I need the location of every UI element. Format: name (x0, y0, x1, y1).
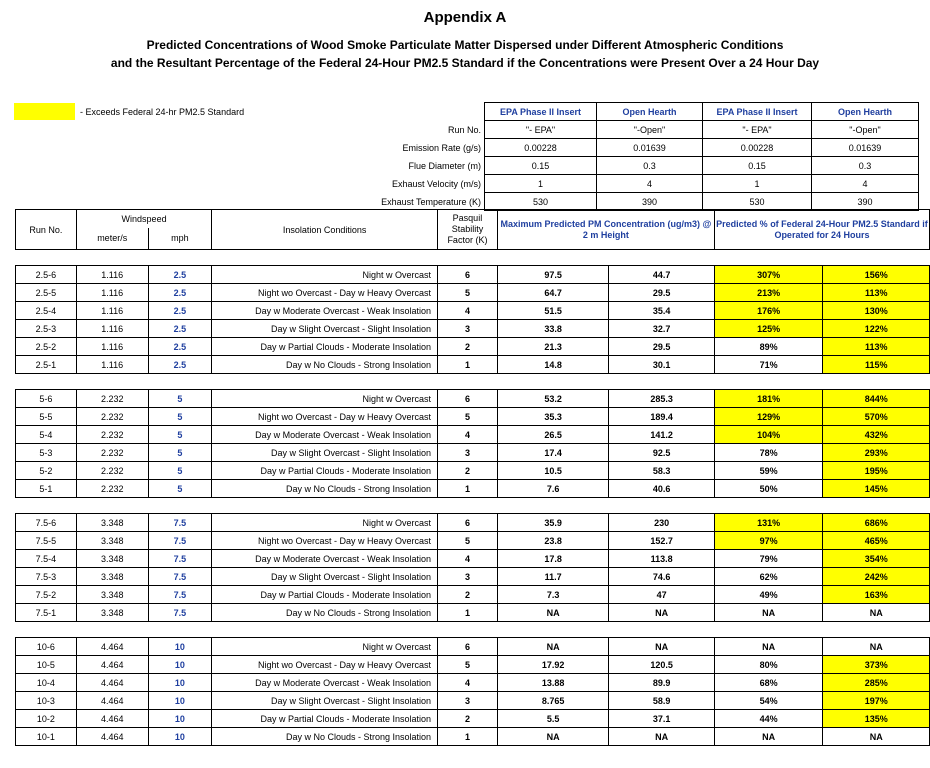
windspeed-mph-cell: 2.5 (148, 320, 212, 338)
windspeed-mph-cell: 5 (148, 426, 212, 444)
stability-factor-cell: 2 (438, 586, 498, 604)
concentration-open-cell: NA (609, 638, 715, 656)
table-row (16, 532, 930, 550)
param-label-emission-rate: Emission Rate (g/s) (402, 143, 481, 153)
concentration-epa-cell: 7.3 (497, 586, 609, 604)
concentration-open-cell: NA (609, 604, 715, 622)
stability-factor-cell: 4 (438, 550, 498, 568)
run-no-cell: 7.5-6 (16, 514, 77, 532)
percent-epa-cell: 307% (714, 266, 822, 284)
insolation-cell: Day w Partial Clouds - Moderate Insolation (212, 710, 438, 728)
run-no-cell: 10-6 (16, 638, 77, 656)
windspeed-ms-cell: 4.464 (76, 710, 148, 728)
percent-open-cell: 285% (823, 674, 930, 692)
windspeed-mph-cell: 10 (148, 656, 212, 674)
table-row (16, 444, 930, 462)
windspeed-ms-cell: 1.116 (76, 266, 148, 284)
run-no-cell: 5-5 (16, 408, 77, 426)
windspeed-ms-cell: 1.116 (76, 356, 148, 374)
windspeed-ms-cell: 2.232 (76, 426, 148, 444)
run-no-cell: 2.5-2 (16, 338, 77, 356)
concentration-epa-cell: 7.6 (497, 480, 609, 498)
percent-open-cell: NA (823, 638, 930, 656)
percent-open-cell: 465% (823, 532, 930, 550)
concentration-epa-cell: 23.8 (497, 532, 609, 550)
percent-epa-cell: 104% (714, 426, 822, 444)
table-row (16, 728, 930, 746)
windspeed-ms-cell: 2.232 (76, 480, 148, 498)
stability-factor-cell: 1 (438, 604, 498, 622)
group-spacer (16, 374, 930, 390)
run-no-cell: 7.5-3 (16, 568, 77, 586)
run-no-cell: 7.5-4 (16, 550, 77, 568)
param-label-run-no: Run No. (447, 125, 481, 135)
percent-epa-cell: 131% (714, 514, 822, 532)
param-cell: 0.3 (597, 157, 703, 175)
concentration-open-cell: 35.4 (609, 302, 715, 320)
windspeed-mph-cell: 10 (148, 638, 212, 656)
stability-factor-cell: 5 (438, 284, 498, 302)
concentration-open-cell: 58.9 (609, 692, 715, 710)
windspeed-ms-cell: 1.116 (76, 284, 148, 302)
stability-factor-cell: 2 (438, 338, 498, 356)
table-row (16, 586, 930, 604)
stability-factor-cell: 4 (438, 426, 498, 444)
insolation-cell: Day w Moderate Overcast - Weak Insolation (212, 302, 438, 320)
stability-factor-cell: 5 (438, 408, 498, 426)
param-header-epa-1: EPA Phase II Insert (485, 103, 597, 121)
stability-factor-cell: 6 (438, 390, 498, 408)
windspeed-ms-cell: 4.464 (76, 656, 148, 674)
percent-open-cell: 163% (823, 586, 930, 604)
windspeed-ms-cell: 3.348 (76, 550, 148, 568)
percent-epa-cell: 54% (714, 692, 822, 710)
group-spacer (16, 498, 930, 514)
insolation-cell: Day w Moderate Overcast - Weak Insolation (212, 674, 438, 692)
params-table (484, 102, 919, 211)
percent-epa-cell: 68% (714, 674, 822, 692)
stability-factor-cell: 5 (438, 532, 498, 550)
concentration-epa-cell: 64.7 (497, 284, 609, 302)
table-row (16, 356, 930, 374)
param-cell: 0.15 (485, 157, 597, 175)
stability-factor-cell: 1 (438, 728, 498, 746)
percent-epa-cell: 59% (714, 462, 822, 480)
insolation-cell: Day w Slight Overcast - Slight Insolation (212, 320, 438, 338)
param-cell: 1 (485, 175, 597, 193)
insolation-cell: Day w No Clouds - Strong Insolation (212, 356, 438, 374)
concentration-epa-cell: 33.8 (497, 320, 609, 338)
concentration-epa-cell: 35.3 (497, 408, 609, 426)
table-row (16, 408, 930, 426)
percent-open-cell: NA (823, 604, 930, 622)
windspeed-ms-cell: 2.232 (76, 462, 148, 480)
concentration-epa-cell: 26.5 (497, 426, 609, 444)
insolation-cell: Night w Overcast (212, 514, 438, 532)
percent-epa-cell: 176% (714, 302, 822, 320)
concentration-epa-cell: 17.8 (497, 550, 609, 568)
param-header-open-2: Open Hearth (812, 103, 919, 121)
windspeed-ms-cell: 3.348 (76, 514, 148, 532)
windspeed-mph-cell: 10 (148, 674, 212, 692)
stability-factor-cell: 6 (438, 514, 498, 532)
table-row (16, 390, 930, 408)
percent-open-cell: 197% (823, 692, 930, 710)
table-row (16, 320, 930, 338)
param-label-exhaust-temperature: Exhaust Temperature (K) (381, 197, 481, 207)
param-header-epa-2: EPA Phase II Insert (703, 103, 812, 121)
insolation-cell: Night w Overcast (212, 390, 438, 408)
percent-epa-cell: NA (714, 638, 822, 656)
percent-open-cell: 115% (823, 356, 930, 374)
param-cell: 0.3 (812, 157, 919, 175)
run-no-cell: 7.5-2 (16, 586, 77, 604)
windspeed-ms-cell: 1.116 (76, 320, 148, 338)
table-row (16, 462, 930, 480)
concentration-epa-cell: 21.3 (497, 338, 609, 356)
windspeed-mph-cell: 2.5 (148, 266, 212, 284)
percent-open-cell: 293% (823, 444, 930, 462)
concentration-open-cell: 89.9 (609, 674, 715, 692)
percent-epa-cell: 97% (714, 532, 822, 550)
concentration-open-cell: NA (609, 728, 715, 746)
percent-open-cell: 844% (823, 390, 930, 408)
stability-factor-cell: 5 (438, 656, 498, 674)
run-no-cell: 10-4 (16, 674, 77, 692)
windspeed-mph-cell: 10 (148, 710, 212, 728)
percent-open-cell: 570% (823, 408, 930, 426)
concentration-epa-cell: 5.5 (497, 710, 609, 728)
run-no-cell: 2.5-4 (16, 302, 77, 320)
param-cell: 4 (597, 175, 703, 193)
windspeed-mph-cell: 2.5 (148, 338, 212, 356)
param-cell: 0.01639 (812, 139, 919, 157)
windspeed-ms-cell: 3.348 (76, 586, 148, 604)
run-no-cell: 2.5-3 (16, 320, 77, 338)
percent-epa-cell: NA (714, 728, 822, 746)
windspeed-mph-cell: 5 (148, 462, 212, 480)
stability-factor-cell: 1 (438, 356, 498, 374)
windspeed-mph-cell: 7.5 (148, 532, 212, 550)
param-header-open-1: Open Hearth (597, 103, 703, 121)
header-mph: mph (148, 228, 212, 250)
concentration-open-cell: 29.5 (609, 338, 715, 356)
table-row (16, 266, 930, 284)
param-cell: 390 (812, 193, 919, 211)
table-row (16, 674, 930, 692)
insolation-cell: Day w Partial Clouds - Moderate Insolation (212, 338, 438, 356)
table-row (16, 568, 930, 586)
stability-factor-cell: 2 (438, 710, 498, 728)
results-table (15, 209, 930, 746)
windspeed-mph-cell: 7.5 (148, 604, 212, 622)
insolation-cell: Day w Slight Overcast - Slight Insolation (212, 692, 438, 710)
windspeed-mph-cell: 5 (148, 408, 212, 426)
concentration-epa-cell: 11.7 (497, 568, 609, 586)
run-no-cell: 10-1 (16, 728, 77, 746)
stability-factor-cell: 4 (438, 674, 498, 692)
percent-epa-cell: 78% (714, 444, 822, 462)
windspeed-ms-cell: 2.232 (76, 390, 148, 408)
insolation-cell: Day w Partial Clouds - Moderate Insolation (212, 462, 438, 480)
header-ms: meter/s (76, 228, 148, 250)
insolation-cell: Day w Slight Overcast - Slight Insolation (212, 444, 438, 462)
table-row (16, 514, 930, 532)
windspeed-ms-cell: 2.232 (76, 408, 148, 426)
concentration-open-cell: 40.6 (609, 480, 715, 498)
table-row (16, 604, 930, 622)
percent-epa-cell: NA (714, 604, 822, 622)
concentration-epa-cell: NA (497, 728, 609, 746)
insolation-cell: Night wo Overcast - Day w Heavy Overcast (212, 408, 438, 426)
run-no-cell: 5-6 (16, 390, 77, 408)
insolation-cell: Night w Overcast (212, 266, 438, 284)
percent-epa-cell: 49% (714, 586, 822, 604)
param-cell: 1 (703, 175, 812, 193)
insolation-cell: Day w No Clouds - Strong Insolation (212, 728, 438, 746)
insolation-cell: Day w No Clouds - Strong Insolation (212, 604, 438, 622)
insolation-cell: Night wo Overcast - Day w Heavy Overcast (212, 656, 438, 674)
run-no-cell: 10-2 (16, 710, 77, 728)
run-no-cell: 5-2 (16, 462, 77, 480)
header-run-no: Run No. (16, 210, 77, 250)
param-label-exhaust-velocity: Exhaust Velocity (m/s) (391, 179, 481, 189)
table-row (16, 426, 930, 444)
group-spacer (16, 250, 930, 266)
stability-factor-cell: 4 (438, 302, 498, 320)
concentration-epa-cell: 10.5 (497, 462, 609, 480)
insolation-cell: Day w Moderate Overcast - Weak Insolation (212, 550, 438, 568)
header-max-pm: Maximum Predicted PM Concentration (ug/m3) @ 2 m Height (497, 210, 714, 250)
percent-epa-cell: 213% (714, 284, 822, 302)
run-no-cell: 2.5-1 (16, 356, 77, 374)
group-spacer-cell (16, 250, 930, 266)
concentration-epa-cell: 8.765 (497, 692, 609, 710)
group-spacer-cell (16, 498, 930, 514)
percent-open-cell: 354% (823, 550, 930, 568)
concentration-open-cell: 44.7 (609, 266, 715, 284)
concentration-epa-cell: 51.5 (497, 302, 609, 320)
windspeed-mph-cell: 5 (148, 444, 212, 462)
percent-open-cell: 156% (823, 266, 930, 284)
concentration-epa-cell: 14.8 (497, 356, 609, 374)
run-no-cell: 7.5-5 (16, 532, 77, 550)
concentration-open-cell: 37.1 (609, 710, 715, 728)
stability-factor-cell: 1 (438, 480, 498, 498)
param-cell: 0.15 (703, 157, 812, 175)
percent-open-cell: 145% (823, 480, 930, 498)
param-cell: "- EPA" (703, 121, 812, 139)
concentration-open-cell: 32.7 (609, 320, 715, 338)
percent-open-cell: 135% (823, 710, 930, 728)
table-row (16, 338, 930, 356)
windspeed-ms-cell: 4.464 (76, 638, 148, 656)
windspeed-mph-cell: 7.5 (148, 586, 212, 604)
concentration-open-cell: 230 (609, 514, 715, 532)
stability-factor-cell: 6 (438, 638, 498, 656)
insolation-cell: Day w Partial Clouds - Moderate Insolation (212, 586, 438, 604)
concentration-open-cell: 189.4 (609, 408, 715, 426)
param-cell: 0.01639 (597, 139, 703, 157)
percent-open-cell: 113% (823, 284, 930, 302)
windspeed-mph-cell: 2.5 (148, 356, 212, 374)
percent-epa-cell: 62% (714, 568, 822, 586)
concentration-epa-cell: 97.5 (497, 266, 609, 284)
concentration-epa-cell: NA (497, 604, 609, 622)
windspeed-ms-cell: 1.116 (76, 338, 148, 356)
param-cell: 0.00228 (485, 139, 597, 157)
header-pasquil: Pasquil Stability Factor (K) (438, 210, 498, 250)
concentration-open-cell: 120.5 (609, 656, 715, 674)
run-no-cell: 2.5-6 (16, 266, 77, 284)
run-no-cell: 7.5-1 (16, 604, 77, 622)
windspeed-mph-cell: 7.5 (148, 568, 212, 586)
stability-factor-cell: 3 (438, 320, 498, 338)
table-row (16, 692, 930, 710)
group-spacer-cell (16, 622, 930, 638)
windspeed-ms-cell: 3.348 (76, 604, 148, 622)
subtitle-line-1: Predicted Concentrations of Wood Smoke Particulate Matter Dispersed under Different Atmospheric Conditions (146, 38, 784, 52)
param-label-flue-diameter: Flue Diameter (m) (408, 161, 481, 171)
run-no-cell: 10-5 (16, 656, 77, 674)
percent-epa-cell: 71% (714, 356, 822, 374)
param-cell: "- EPA" (485, 121, 597, 139)
table-row (16, 302, 930, 320)
windspeed-ms-cell: 4.464 (76, 728, 148, 746)
percent-open-cell: 130% (823, 302, 930, 320)
percent-open-cell: NA (823, 728, 930, 746)
header-windspeed: Windspeed (76, 210, 211, 228)
run-no-cell: 2.5-5 (16, 284, 77, 302)
concentration-open-cell: 30.1 (609, 356, 715, 374)
concentration-epa-cell: 17.4 (497, 444, 609, 462)
concentration-epa-cell: 35.9 (497, 514, 609, 532)
insolation-cell: Day w Moderate Overcast - Weak Insolation (212, 426, 438, 444)
percent-epa-cell: 79% (714, 550, 822, 568)
windspeed-mph-cell: 10 (148, 692, 212, 710)
windspeed-mph-cell: 2.5 (148, 284, 212, 302)
percent-open-cell: 113% (823, 338, 930, 356)
windspeed-mph-cell: 7.5 (148, 514, 212, 532)
concentration-open-cell: 92.5 (609, 444, 715, 462)
concentration-open-cell: 152.7 (609, 532, 715, 550)
run-no-cell: 5-3 (16, 444, 77, 462)
concentration-open-cell: 47 (609, 586, 715, 604)
windspeed-mph-cell: 7.5 (148, 550, 212, 568)
windspeed-ms-cell: 3.348 (76, 568, 148, 586)
table-row (16, 638, 930, 656)
concentration-open-cell: 141.2 (609, 426, 715, 444)
percent-epa-cell: 181% (714, 390, 822, 408)
stability-factor-cell: 3 (438, 444, 498, 462)
param-cell: 530 (485, 193, 597, 211)
table-row (16, 480, 930, 498)
percent-epa-cell: 44% (714, 710, 822, 728)
run-no-cell: 5-4 (16, 426, 77, 444)
concentration-epa-cell: 17.92 (497, 656, 609, 674)
windspeed-mph-cell: 10 (148, 728, 212, 746)
subtitle-line-2: and the Resultant Percentage of the Federal 24-Hour PM2.5 Standard if the Concentrations were Present Over a 24 Hour Day (110, 56, 820, 70)
percent-open-cell: 373% (823, 656, 930, 674)
legend-text: - Exceeds Federal 24-hr PM2.5 Standard (80, 107, 245, 117)
percent-epa-cell: 89% (714, 338, 822, 356)
table-row (16, 550, 930, 568)
stability-factor-cell: 3 (438, 692, 498, 710)
percent-open-cell: 242% (823, 568, 930, 586)
concentration-open-cell: 29.5 (609, 284, 715, 302)
percent-open-cell: 686% (823, 514, 930, 532)
param-cell: 0.00228 (703, 139, 812, 157)
windspeed-ms-cell: 4.464 (76, 692, 148, 710)
param-cell: 390 (597, 193, 703, 211)
percent-open-cell: 195% (823, 462, 930, 480)
concentration-epa-cell: NA (497, 638, 609, 656)
windspeed-ms-cell: 1.116 (76, 302, 148, 320)
insolation-cell: Night wo Overcast - Day w Heavy Overcast (212, 532, 438, 550)
page-title: Appendix A (423, 9, 507, 26)
insolation-cell: Night wo Overcast - Day w Heavy Overcast (212, 284, 438, 302)
table-row (16, 656, 930, 674)
concentration-epa-cell: 13.88 (497, 674, 609, 692)
windspeed-mph-cell: 2.5 (148, 302, 212, 320)
concentration-open-cell: 58.3 (609, 462, 715, 480)
concentration-open-cell: 113.8 (609, 550, 715, 568)
percent-epa-cell: 80% (714, 656, 822, 674)
stability-factor-cell: 6 (438, 266, 498, 284)
legend-swatch (14, 103, 75, 120)
percent-epa-cell: 129% (714, 408, 822, 426)
header-insolation: Insolation Conditions (212, 210, 438, 250)
run-no-cell: 10-3 (16, 692, 77, 710)
table-row (16, 284, 930, 302)
stability-factor-cell: 3 (438, 568, 498, 586)
stability-factor-cell: 2 (438, 462, 498, 480)
param-cell: 530 (703, 193, 812, 211)
windspeed-mph-cell: 5 (148, 480, 212, 498)
run-no-cell: 5-1 (16, 480, 77, 498)
windspeed-ms-cell: 4.464 (76, 674, 148, 692)
group-spacer-cell (16, 374, 930, 390)
insolation-cell: Day w No Clouds - Strong Insolation (212, 480, 438, 498)
percent-epa-cell: 50% (714, 480, 822, 498)
windspeed-ms-cell: 2.232 (76, 444, 148, 462)
windspeed-ms-cell: 3.348 (76, 532, 148, 550)
percent-epa-cell: 125% (714, 320, 822, 338)
table-row (16, 710, 930, 728)
group-spacer (16, 622, 930, 638)
concentration-open-cell: 285.3 (609, 390, 715, 408)
insolation-cell: Night w Overcast (212, 638, 438, 656)
header-pct-standard: Predicted % of Federal 24-Hour PM2.5 Standard if Operated for 24 Hours (714, 210, 929, 250)
param-cell: "-Open" (812, 121, 919, 139)
percent-open-cell: 122% (823, 320, 930, 338)
param-cell: 4 (812, 175, 919, 193)
param-cell: "-Open" (597, 121, 703, 139)
windspeed-mph-cell: 5 (148, 390, 212, 408)
insolation-cell: Day w Slight Overcast - Slight Insolation (212, 568, 438, 586)
concentration-epa-cell: 53.2 (497, 390, 609, 408)
percent-open-cell: 432% (823, 426, 930, 444)
concentration-open-cell: 74.6 (609, 568, 715, 586)
